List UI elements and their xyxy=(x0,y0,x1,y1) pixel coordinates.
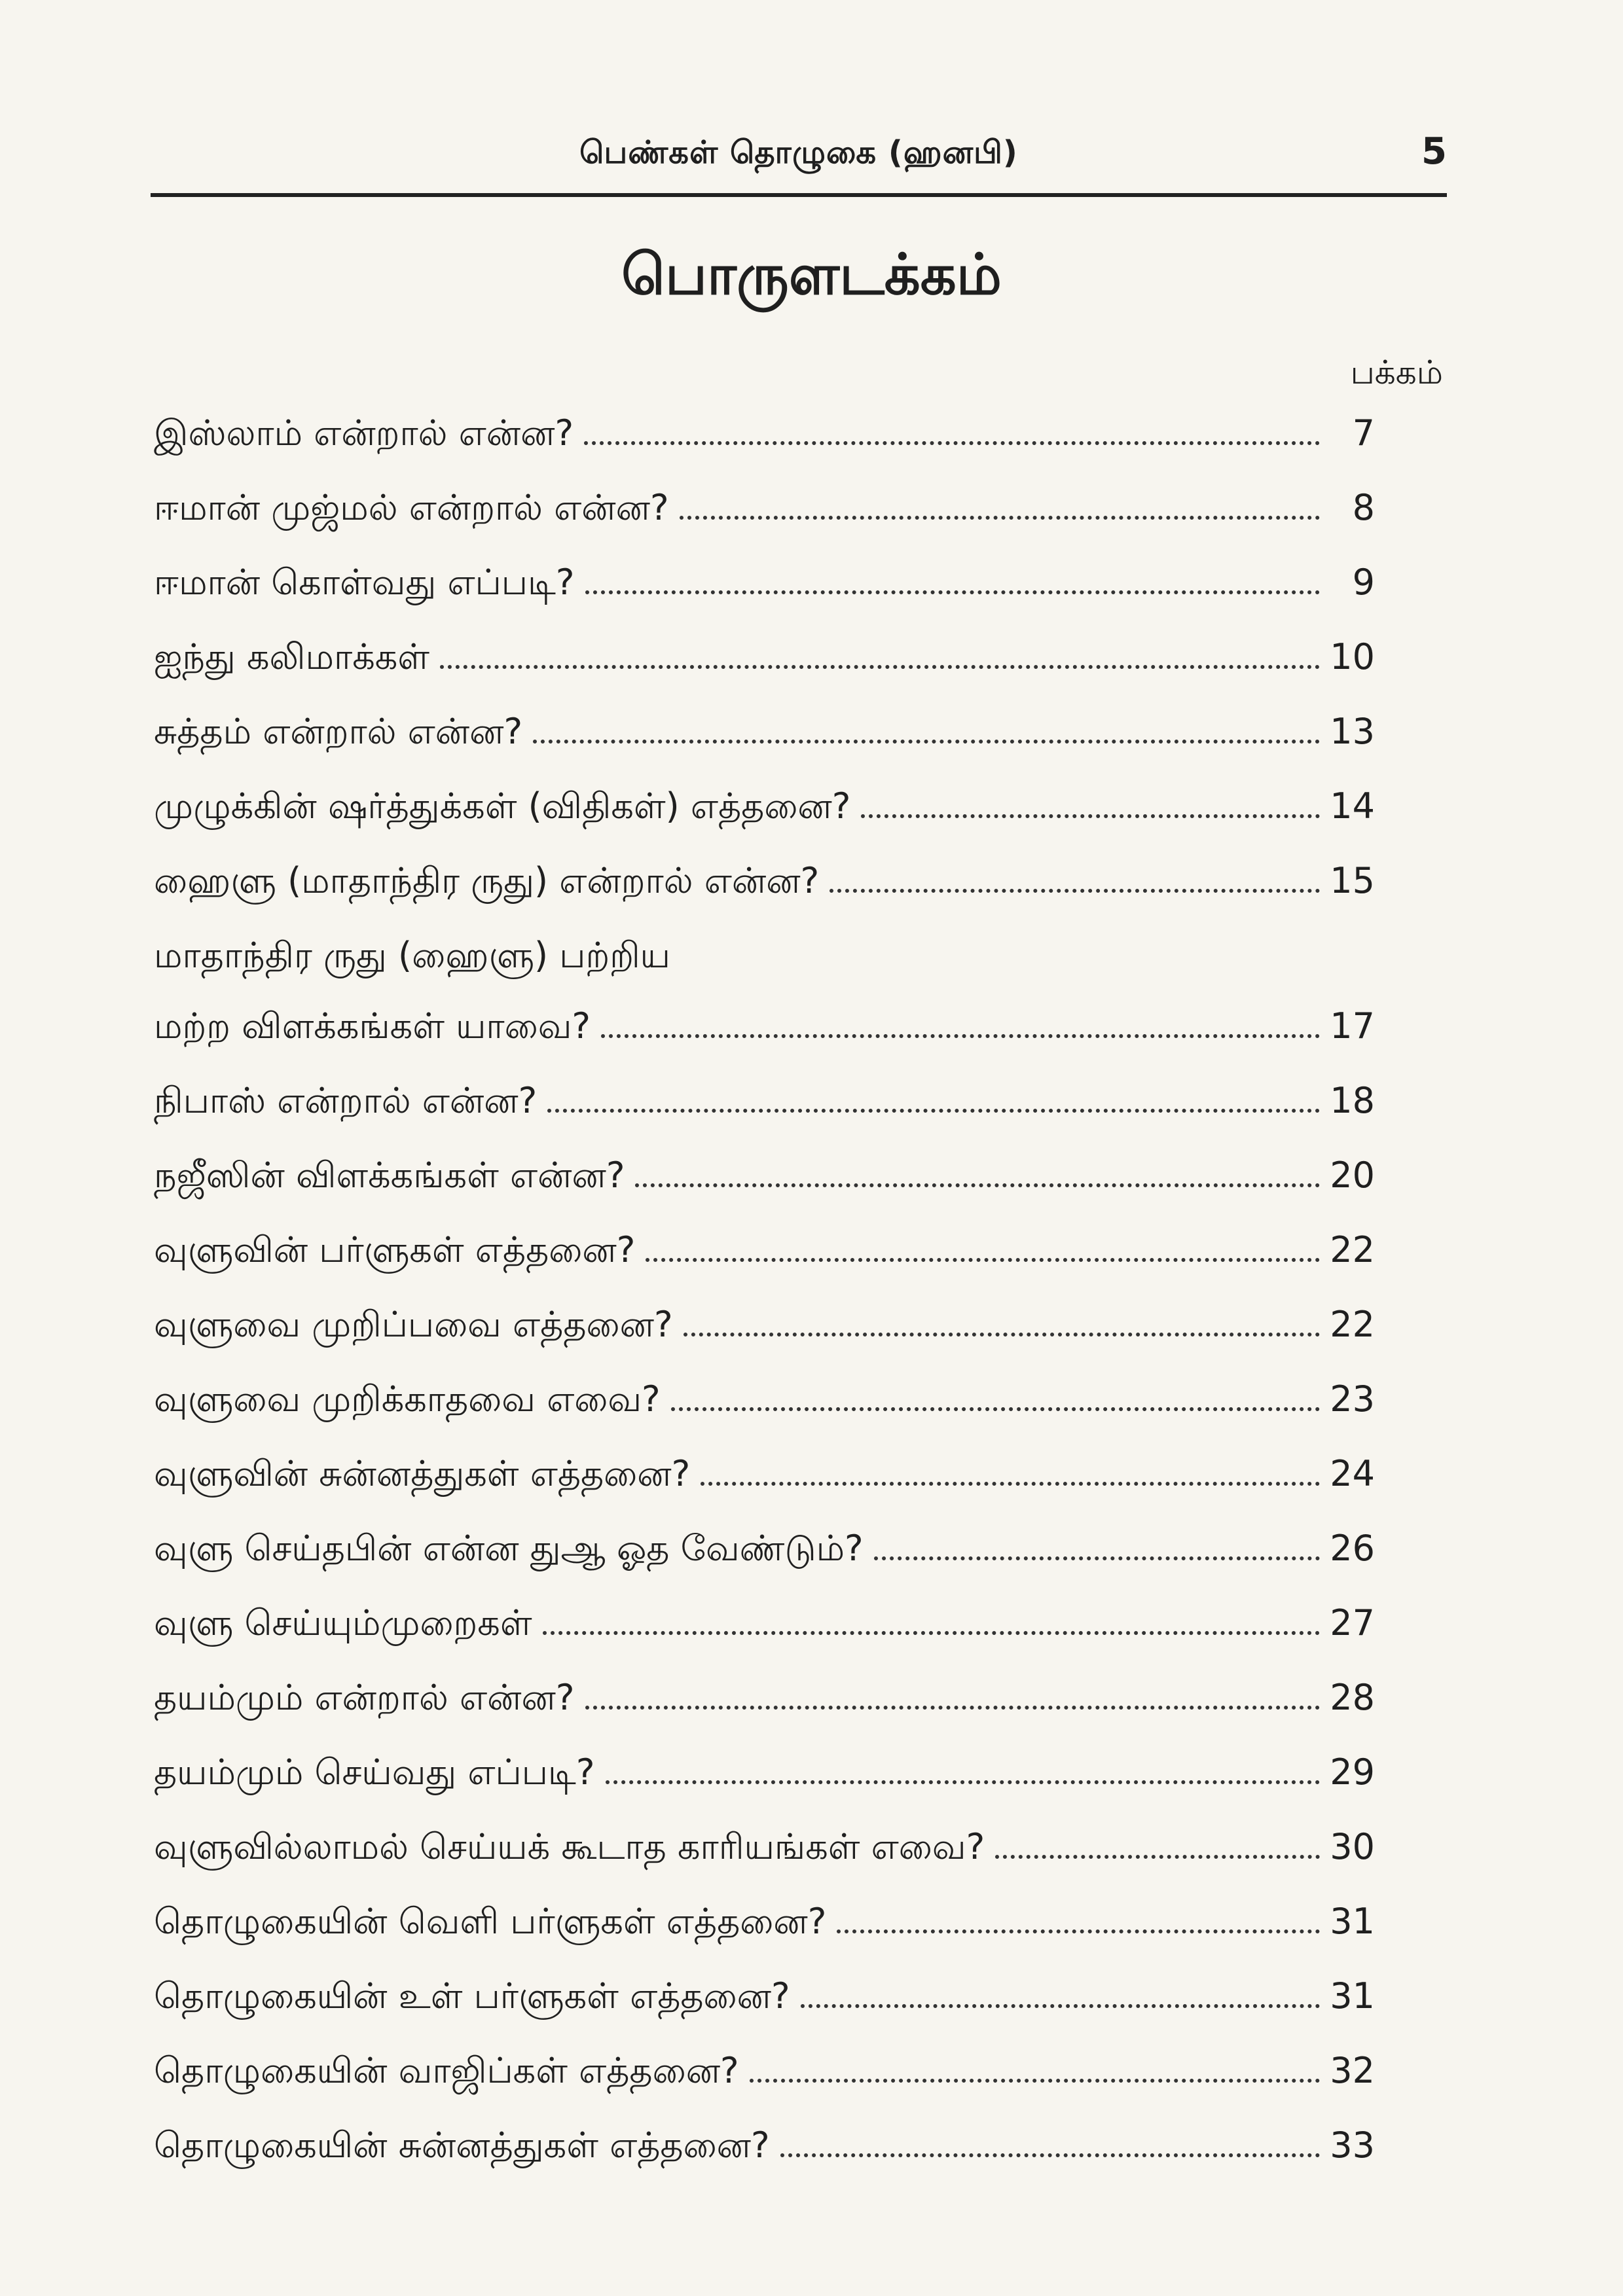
running-title: பெண்கள் தொழுகை (ஹனபி) xyxy=(579,134,1018,171)
toc-entry-page: 13 xyxy=(1330,711,1375,752)
toc-entry-label: தொழுகையின் வெளி பர்ளுகள் எத்தனை? xyxy=(154,1901,827,1942)
toc-entry-page: 22 xyxy=(1330,1229,1375,1270)
toc-entry-page: 27 xyxy=(1330,1602,1375,1643)
toc-entry-label: நிபாஸ் என்றால் என்ன? xyxy=(154,1080,538,1121)
toc-entry xyxy=(154,860,1375,935)
toc-entry-page: 8 xyxy=(1352,487,1375,528)
dot-leader xyxy=(635,1183,1320,1187)
dot-leader xyxy=(533,740,1320,744)
toc-entry-page: 15 xyxy=(1330,860,1375,901)
toc-entry-page: 29 xyxy=(1330,1751,1375,1793)
toc-entry-page: 22 xyxy=(1330,1304,1375,1345)
toc-entry-page: 24 xyxy=(1330,1453,1375,1494)
toc-entry xyxy=(154,785,1375,860)
dot-leader xyxy=(547,1109,1320,1113)
toc-entry-page: 31 xyxy=(1330,1901,1375,1942)
dot-leader xyxy=(780,2153,1320,2157)
toc-entry xyxy=(154,1155,1375,1229)
toc-entry-label: ஹைளு (மாதாந்திர ருது) என்றால் என்ன? xyxy=(154,860,820,901)
toc-title: பொருளடக்கம் xyxy=(621,242,1002,308)
toc-entry-page: 32 xyxy=(1330,2050,1375,2091)
toc-entry-page: 26 xyxy=(1330,1528,1375,1569)
toc-entry xyxy=(154,1751,1375,1826)
dot-leader xyxy=(680,516,1320,520)
toc-entry-label: மாதாந்திர ருது (ஹைளு) பற்றிய xyxy=(154,935,670,976)
toc-entry-label: ஐந்து கலிமாக்கள் xyxy=(154,636,430,677)
toc-entry-label: ஈமான் கொள்வது எப்படி? xyxy=(154,562,575,603)
toc-entry xyxy=(154,1528,1375,1602)
toc-entry-page: 33 xyxy=(1330,2125,1375,2166)
dot-leader xyxy=(440,665,1320,669)
toc-entry xyxy=(154,1453,1375,1528)
running-header xyxy=(151,121,1447,197)
page-column-label: பக்கம் xyxy=(1350,353,1443,391)
toc-entry xyxy=(154,1378,1375,1453)
dot-leader xyxy=(801,2004,1320,2008)
toc-entry-label: நஜீஸின் விளக்கங்கள் என்ன? xyxy=(154,1155,625,1196)
toc-entry-page: 10 xyxy=(1330,636,1375,677)
toc-entry xyxy=(154,1826,1375,1901)
dot-leader xyxy=(646,1258,1320,1262)
toc-entry-label: வுளுவில்லாமல் செய்யக் கூடாத காரியங்கள் எவை? xyxy=(154,1826,985,1867)
toc-entry-first-line xyxy=(154,935,1375,1005)
toc-entry-label: வுளு செய்யும்முறைகள் xyxy=(154,1602,532,1643)
toc-entry-page: 17 xyxy=(1330,1005,1375,1047)
dot-leader xyxy=(671,1407,1320,1411)
toc-entry-label: வுளுவின் சுன்னத்துகள் எத்தனை? xyxy=(154,1453,691,1494)
toc-entry xyxy=(154,711,1375,785)
toc-entry xyxy=(154,487,1375,562)
dot-leader xyxy=(585,1706,1321,1710)
toc-entry-label: வுளுவை முறிக்காதவை எவை? xyxy=(154,1378,661,1420)
toc-entry-label: முழுக்கின் ஷர்த்துக்கள் (விதிகள்) எத்தனை? xyxy=(154,785,851,827)
toc-entry-label: ஈமான் முஜ்மல் என்றால் என்ன? xyxy=(154,487,669,528)
toc-entry xyxy=(154,1677,1375,1751)
toc-entry xyxy=(154,412,1375,487)
toc-entry-page: 9 xyxy=(1352,562,1375,603)
toc-entry-page: 31 xyxy=(1330,1975,1375,2017)
toc-entry xyxy=(154,1975,1375,2050)
toc-entry xyxy=(154,1080,1375,1155)
toc-entry xyxy=(154,2125,1375,2199)
dot-leader xyxy=(701,1482,1320,1486)
dot-leader xyxy=(874,1556,1320,1560)
toc-entry-label: தொழுகையின் சுன்னத்துகள் எத்தனை? xyxy=(154,2125,770,2166)
dot-leader xyxy=(684,1333,1320,1336)
toc-entry-label: மற்ற விளக்கங்கள் யாவை? xyxy=(154,1005,591,1047)
dot-leader xyxy=(601,1034,1320,1038)
toc-entry-label: தொழுகையின் உள் பர்ளுகள் எத்தனை? xyxy=(154,1975,790,2017)
toc-entry-page: 14 xyxy=(1330,785,1375,827)
toc-entry-label: தயம்மும் செய்வது எப்படி? xyxy=(154,1751,595,1793)
toc-entry-label: வுளு செய்தபின் என்ன துஆ ஓத வேண்டும்? xyxy=(154,1528,864,1569)
toc-entry-label: தொழுகையின் வாஜிப்கள் எத்தனை? xyxy=(154,2050,739,2091)
toc-entry-page: 28 xyxy=(1330,1677,1375,1718)
toc-entry-label: வுளுவின் பர்ளுகள் எத்தனை? xyxy=(154,1229,636,1270)
toc-entry xyxy=(154,2050,1375,2125)
toc-entry-label: தயம்மும் என்றால் என்ன? xyxy=(154,1677,575,1718)
dot-leader xyxy=(585,590,1320,594)
toc-entry xyxy=(154,1229,1375,1304)
toc-entry-label: வுளுவை முறிப்பவை எத்தனை? xyxy=(154,1304,673,1345)
toc-entry-label: சுத்தம் என்றால் என்ன? xyxy=(154,711,523,752)
toc-entry xyxy=(154,1602,1375,1677)
toc-entry xyxy=(154,562,1375,636)
toc-entry xyxy=(154,1304,1375,1378)
toc-entry xyxy=(154,1005,1375,1080)
dot-leader xyxy=(750,2079,1320,2083)
toc-entry-page: 18 xyxy=(1330,1080,1375,1121)
dot-leader xyxy=(606,1780,1320,1784)
toc-entry xyxy=(154,1901,1375,1975)
toc-entry-label: இஸ்லாம் என்றால் என்ன? xyxy=(154,412,574,454)
toc-entry-page: 20 xyxy=(1330,1155,1375,1196)
dot-leader xyxy=(837,1929,1320,1933)
toc-entry-page: 30 xyxy=(1330,1826,1375,1867)
dot-leader xyxy=(543,1631,1320,1635)
dot-leader xyxy=(830,889,1320,893)
page-number: 5 xyxy=(1421,130,1447,173)
toc-entry-page: 7 xyxy=(1352,412,1375,454)
toc-entry-page: 23 xyxy=(1330,1378,1375,1420)
dot-leader xyxy=(584,441,1320,445)
toc-entry xyxy=(154,636,1375,711)
dot-leader xyxy=(861,814,1320,818)
table-of-contents xyxy=(154,412,1375,2199)
dot-leader xyxy=(995,1855,1320,1859)
